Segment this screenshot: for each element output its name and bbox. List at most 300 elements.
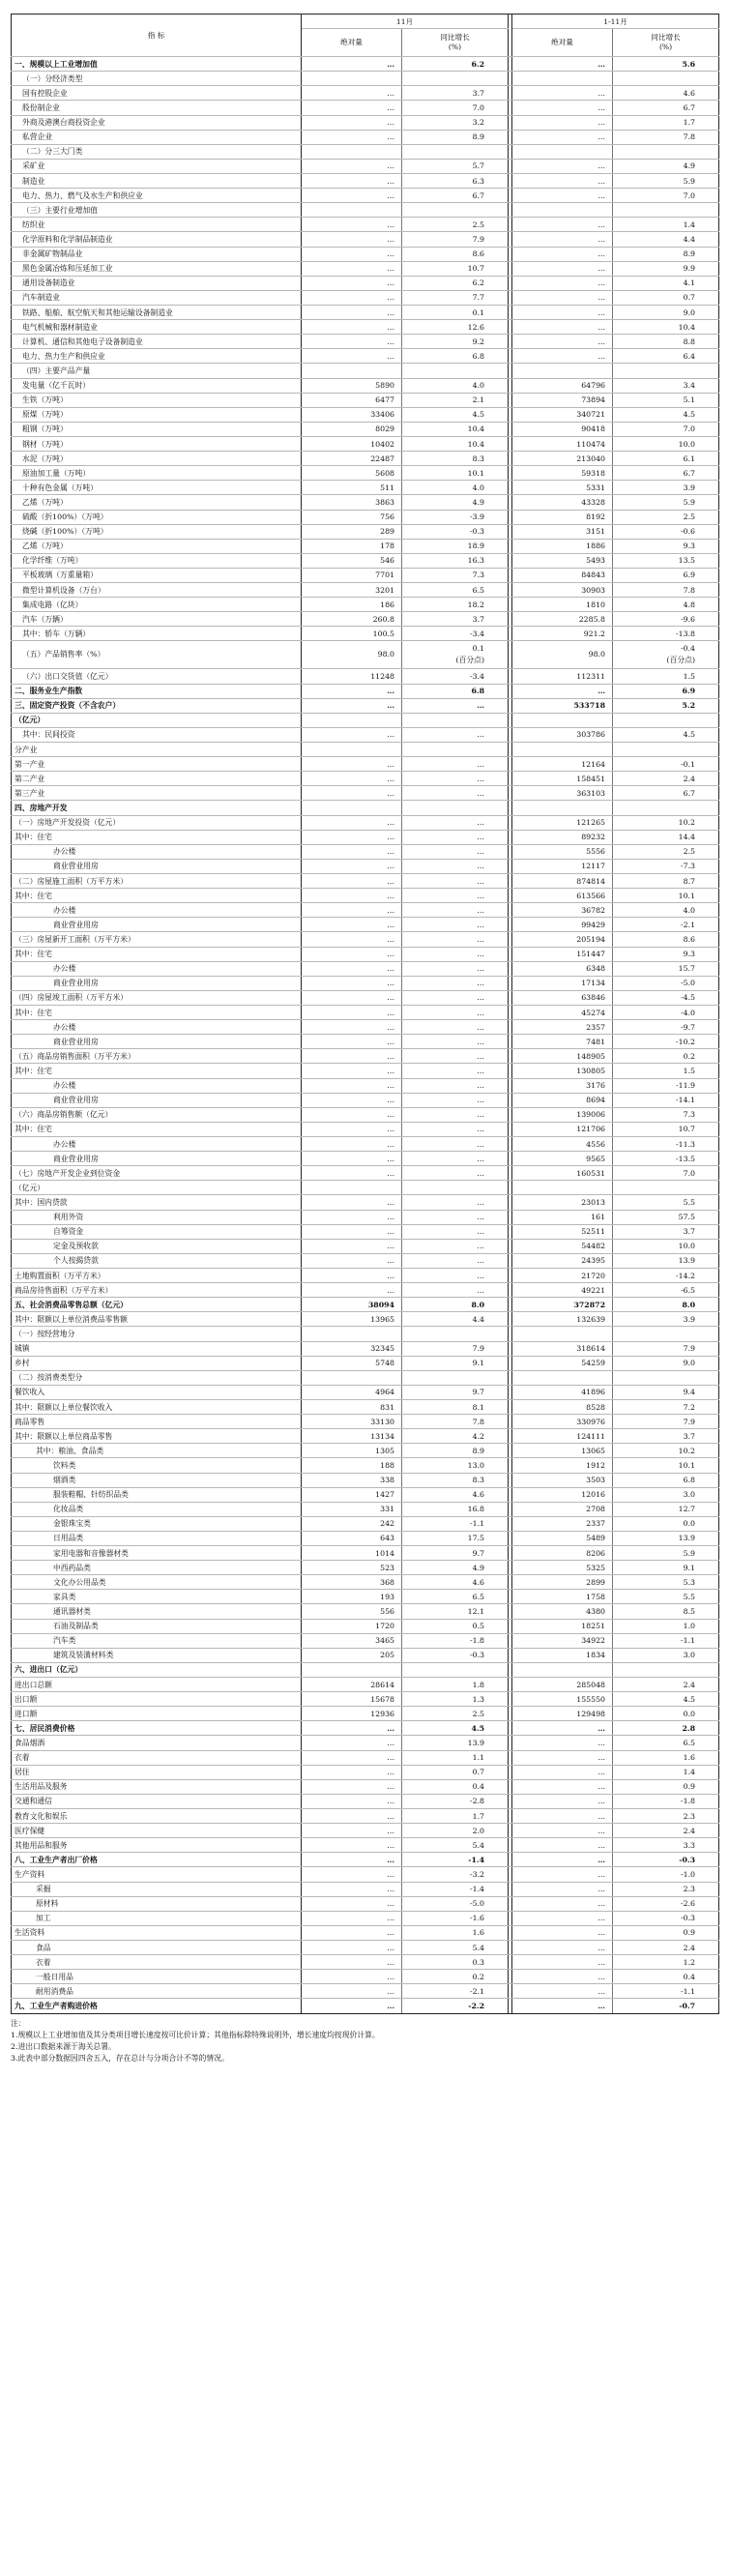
indicator-cell: 生产资料 [12, 1867, 302, 1882]
ytd-abs-cell: 17134 [512, 976, 613, 990]
indicator-cell: 交通和通信 [12, 1794, 302, 1808]
month-growth-cell [402, 1662, 509, 1677]
month-abs-cell: … [302, 976, 402, 990]
month-growth-cell: 13.0 [402, 1458, 509, 1473]
indicator-cell: 原材料 [12, 1896, 302, 1911]
month-growth-cell: -1.4 [402, 1882, 509, 1896]
ytd-growth-cell-value: -0.4 [680, 644, 696, 654]
ytd-abs-cell: 36782 [512, 903, 613, 918]
ytd-growth-cell: -14.1 [613, 1093, 719, 1107]
table-row [12, 1064, 719, 1078]
table-row [12, 1341, 719, 1356]
month-abs-cell: 260.8 [302, 612, 402, 627]
table-row [12, 1955, 719, 1970]
month-abs-cell: 186 [302, 598, 402, 612]
table-row [12, 1298, 719, 1312]
month-abs-cell: … [302, 1867, 402, 1882]
month-growth-cell: 8.9 [402, 130, 509, 144]
table-row [12, 1370, 719, 1385]
table-row [12, 1853, 719, 1867]
month-abs-cell: … [302, 1941, 402, 1955]
ytd-abs-cell: 5556 [512, 844, 613, 859]
month-abs-cell: … [302, 1078, 402, 1093]
ytd-abs-cell: 110474 [512, 436, 613, 451]
table-row [12, 203, 719, 218]
table-row [12, 859, 719, 873]
note-line: 1.规模以上工业增加值及其分类项目增长速度按可比价计算；其他指标除特殊说明外，增长速度均按现价计算。 [11, 2030, 380, 2039]
ytd-abs-cell: 2285.8 [512, 612, 613, 627]
month-growth-cell: 7.8 [402, 1415, 509, 1429]
month-abs-cell: 242 [302, 1516, 402, 1531]
ytd-growth-cell: 57.5 [613, 1210, 719, 1224]
month-abs-cell: 5890 [302, 378, 402, 393]
month-abs-cell: … [302, 218, 402, 232]
ytd-abs-cell: 158451 [512, 772, 613, 786]
indicator-cell: 食品烟酒 [12, 1736, 302, 1750]
month-abs-cell: … [302, 1970, 402, 1984]
month-growth-cell: … [402, 727, 509, 742]
ytd-abs-cell: 121706 [512, 1122, 613, 1136]
table-row [12, 1239, 719, 1253]
month-growth-cell: 6.8 [402, 349, 509, 364]
indicator-cell: （二）房屋施工面积（万平方米） [12, 874, 302, 889]
month-growth-cell: -2.2 [402, 1999, 509, 2013]
table-row [12, 743, 719, 757]
month-abs-cell: … [302, 698, 402, 713]
month-growth-header [402, 29, 509, 57]
month-growth-cell: 6.3 [402, 173, 509, 188]
table-row [12, 1882, 719, 1896]
month-abs-cell: … [302, 1794, 402, 1808]
table-row [12, 1750, 719, 1765]
ytd-growth-cell [613, 144, 719, 159]
ytd-abs-cell: … [512, 261, 613, 276]
month-growth-cell [402, 72, 509, 86]
month-abs-cell: 33406 [302, 407, 402, 422]
ytd-growth-cell [613, 743, 719, 757]
table-row [12, 130, 719, 144]
month-abs-cell: … [302, 86, 402, 101]
ytd-abs-cell: … [512, 1941, 613, 1955]
indicator-cell: （四）房屋竣工面积（万平方米） [12, 990, 302, 1005]
table-row [12, 1867, 719, 1882]
month-abs-cell: … [302, 786, 402, 801]
table-row [12, 261, 719, 276]
month-growth-cell: … [402, 1020, 509, 1035]
month-growth-cell: -0.3 [402, 524, 509, 539]
month-abs-cell: … [302, 1853, 402, 1867]
indicator-cell: 第一产业 [12, 757, 302, 772]
month-growth-cell: 9.1 [402, 1356, 509, 1370]
month-growth-cell: 6.5 [402, 1590, 509, 1604]
ytd-growth-cell: 6.7 [613, 101, 719, 115]
table-row [12, 1415, 719, 1429]
month-abs-cell [302, 801, 402, 815]
indicator-cell: 化妆品类 [12, 1502, 302, 1516]
table-row [12, 144, 719, 159]
indicator-cell: 进出口总额 [12, 1678, 302, 1692]
month-abs-cell: … [302, 1984, 402, 1999]
ytd-growth-cell: 8.6 [613, 932, 719, 947]
indicator-cell: （六）出口交货值（亿元） [12, 669, 302, 684]
ytd-abs-cell: … [512, 218, 613, 232]
ytd-growth-header [613, 29, 719, 57]
indicator-cell: 商业营业用房 [12, 976, 302, 990]
month-growth-cell: 7.9 [402, 232, 509, 247]
month-abs-cell: … [302, 1006, 402, 1020]
month-abs-cell: … [302, 276, 402, 290]
ytd-growth-cell: -4.0 [613, 1006, 719, 1020]
ytd-growth-cell: 2.4 [613, 1941, 719, 1955]
indicator-cell: 其他用品和服务 [12, 1838, 302, 1853]
indicator-cell: 土地购置面积（万平方米） [12, 1268, 302, 1282]
ytd-growth-cell: -11.3 [613, 1136, 719, 1151]
month-growth-cell: 8.0 [402, 1298, 509, 1312]
month-growth-cell: -5.0 [402, 1896, 509, 1911]
ytd-abs-cell: … [512, 247, 613, 261]
ytd-growth-cell-unit: (百分点) [666, 656, 696, 665]
month-growth-header-label: 同比增长 [440, 33, 470, 43]
table-row [12, 976, 719, 990]
indicator-cell: 耐用消费品 [12, 1984, 302, 1999]
ytd-abs-cell: 18251 [512, 1619, 613, 1633]
table-row [12, 247, 719, 261]
ytd-growth-cell: 5.6 [613, 57, 719, 72]
ytd-growth-cell: 4.8 [613, 598, 719, 612]
month-abs-cell [302, 743, 402, 757]
ytd-growth-cell: 9.9 [613, 261, 719, 276]
month-abs-cell [302, 203, 402, 218]
ytd-abs-cell: 318614 [512, 1341, 613, 1356]
ytd-growth-cell: 10.0 [613, 436, 719, 451]
indicator-cell: 乙烯（万吨） [12, 495, 302, 510]
indicator-cell: 其中：住宅 [12, 1006, 302, 1020]
table-row [12, 1136, 719, 1151]
table-row [12, 1546, 719, 1561]
indicator-cell: 烧碱（折100%）（万吨） [12, 524, 302, 539]
ytd-abs-cell: 5493 [512, 553, 613, 568]
indicator-cell: 汽车制造业 [12, 290, 302, 305]
ytd-growth-cell: -2.1 [613, 918, 719, 932]
ytd-growth-cell: 3.3 [613, 1838, 719, 1853]
month-growth-cell: 10.7 [402, 261, 509, 276]
ytd-growth-cell: 9.3 [613, 539, 719, 553]
indicator-cell: 服装鞋帽、针纺织品类 [12, 1487, 302, 1502]
table-row [12, 990, 719, 1005]
month-growth-cell: … [402, 698, 509, 713]
table-row [12, 627, 719, 641]
ytd-growth-cell: -13.8 [613, 627, 719, 641]
month-growth-cell: … [402, 903, 509, 918]
ytd-abs-cell: 129498 [512, 1707, 613, 1721]
indicator-cell: 水泥（万吨） [12, 452, 302, 466]
month-growth-cell: 0.5 [402, 1619, 509, 1633]
ytd-growth-cell: 1.5 [613, 1064, 719, 1078]
month-abs-cell: 15678 [302, 1692, 402, 1707]
month-abs-cell: … [302, 1809, 402, 1824]
ytd-abs-cell: 8528 [512, 1399, 613, 1414]
month-growth-cell: 16.3 [402, 553, 509, 568]
month-abs-cell: 5608 [302, 466, 402, 481]
month-growth-cell [402, 641, 509, 669]
table-row [12, 698, 719, 713]
month-growth-cell: 1.6 [402, 1925, 509, 1940]
header-row-periods [12, 15, 719, 29]
ytd-abs-cell: 3151 [512, 524, 613, 539]
indicator-cell: 二、服务业生产指数 [12, 684, 302, 698]
table-row [12, 583, 719, 598]
ytd-abs-cell [512, 144, 613, 159]
indicator-cell: 国有控股企业 [12, 86, 302, 101]
ytd-growth-cell: 9.1 [613, 1561, 719, 1575]
month-growth-cell-value: 0.1 [472, 644, 485, 654]
ytd-abs-cell: 155550 [512, 1692, 613, 1707]
indicator-cell: （三）房屋新开工面积（万平方米） [12, 932, 302, 947]
indicator-cell: 十种有色金属（万吨） [12, 481, 302, 495]
indicator-cell: 非金属矿物制品业 [12, 247, 302, 261]
indicator-cell: 其中：国内贷款 [12, 1195, 302, 1210]
month-abs-cell: 3863 [302, 495, 402, 510]
ytd-growth-cell: -9.6 [613, 612, 719, 627]
ytd-abs-cell: … [512, 1984, 613, 1999]
indicator-cell: 其中：住宅 [12, 1122, 302, 1136]
table-row [12, 349, 719, 364]
month-abs-cell: 368 [302, 1575, 402, 1590]
month-abs-cell: 338 [302, 1473, 402, 1487]
ytd-abs-cell: … [512, 1911, 613, 1925]
month-abs-cell: 178 [302, 539, 402, 553]
table-row [12, 1604, 719, 1619]
ytd-growth-cell: -2.6 [613, 1896, 719, 1911]
month-abs-cell: … [302, 335, 402, 349]
month-abs-cell: … [302, 830, 402, 844]
ytd-growth-cell: 8.0 [613, 1298, 719, 1312]
month-growth-cell: 0.4 [402, 1779, 509, 1794]
ytd-abs-cell: 151447 [512, 947, 613, 961]
ytd-growth-cell: 12.7 [613, 1502, 719, 1516]
month-growth-cell: 2.5 [402, 218, 509, 232]
indicator-cell: 私营企业 [12, 130, 302, 144]
table-row [12, 407, 719, 422]
ytd-abs-cell: … [512, 1779, 613, 1794]
ytd-abs-cell: … [512, 1736, 613, 1750]
month-growth-cell: 7.3 [402, 568, 509, 582]
month-abs-cell: … [302, 1122, 402, 1136]
indicator-cell: 第二产业 [12, 772, 302, 786]
ytd-abs-cell: … [512, 1925, 613, 1940]
ytd-abs-cell: 1834 [512, 1648, 613, 1662]
ytd-abs-cell: 533718 [512, 698, 613, 713]
month-growth-cell: 8.3 [402, 452, 509, 466]
ytd-growth-cell: -9.7 [613, 1020, 719, 1035]
indicator-cell: 电力、热力、燃气及水生产和供应业 [12, 189, 302, 203]
table-row [12, 320, 719, 335]
table-row [12, 1619, 719, 1633]
indicator-cell: 电力、热力生产和供应业 [12, 349, 302, 364]
month-abs-cell: 188 [302, 1458, 402, 1473]
month-growth-cell: 7.0 [402, 101, 509, 115]
ytd-abs-cell: … [512, 1765, 613, 1779]
ytd-abs-cell: … [512, 1970, 613, 1984]
indicator-cell: 六、进出口（亿元） [12, 1662, 302, 1677]
table-row [12, 1312, 719, 1327]
ytd-growth-cell: 1.4 [613, 1765, 719, 1779]
ytd-abs-cell: 45274 [512, 1006, 613, 1020]
ytd-abs-cell: 63846 [512, 990, 613, 1005]
table-row [12, 1794, 719, 1808]
month-abs-cell: … [302, 1064, 402, 1078]
table-row [12, 305, 719, 319]
month-growth-cell: … [402, 947, 509, 961]
indicator-cell: 汽车类 [12, 1633, 302, 1648]
month-header: 11月 [302, 15, 509, 29]
month-abs-cell: … [302, 1049, 402, 1064]
month-growth-cell: 4.5 [402, 1721, 509, 1736]
indicator-cell: 其中：限额以上单位餐饮收入 [12, 1399, 302, 1414]
table-row [12, 1327, 719, 1341]
month-growth-cell [402, 1181, 509, 1195]
month-abs-cell: 289 [302, 524, 402, 539]
indicator-cell: 外商及港澳台商投资企业 [12, 115, 302, 130]
month-growth-cell: … [402, 1122, 509, 1136]
month-abs-cell: … [302, 1736, 402, 1750]
ytd-growth-cell: 5.9 [613, 173, 719, 188]
ytd-growth-cell: 3.7 [613, 1429, 719, 1444]
indicator-cell: 纺织业 [12, 218, 302, 232]
indicator-cell: 进口额 [12, 1707, 302, 1721]
table-row [12, 1195, 719, 1210]
table-row [12, 1984, 719, 1999]
ytd-growth-cell: -0.3 [613, 1853, 719, 1867]
table-row [12, 1970, 719, 1984]
notes-title: 注： [11, 2018, 26, 2028]
ytd-abs-cell: 1758 [512, 1590, 613, 1604]
ytd-abs-cell: 90418 [512, 422, 613, 436]
month-growth-cell: 6.5 [402, 583, 509, 598]
table-row [12, 1692, 719, 1707]
indicator-cell: 铁路、船舶、航空航天和其他运输设备制造业 [12, 305, 302, 319]
ytd-growth-cell: 5.2 [613, 698, 719, 713]
ytd-abs-cell: 8192 [512, 510, 613, 524]
table-row [12, 641, 719, 669]
ytd-abs-cell: … [512, 290, 613, 305]
ytd-growth-cell: 2.4 [613, 772, 719, 786]
month-growth-cell: 6.7 [402, 189, 509, 203]
ytd-growth-cell: 2.3 [613, 1809, 719, 1824]
indicator-cell: （一）按经营地分 [12, 1327, 302, 1341]
indicator-cell: 其中：住宅 [12, 830, 302, 844]
table-row [12, 1020, 719, 1035]
ytd-growth-cell [613, 72, 719, 86]
ytd-abs-cell: 12117 [512, 859, 613, 873]
month-abs-cell: … [302, 903, 402, 918]
ytd-growth-cell: 5.3 [613, 1575, 719, 1590]
month-abs-cell: 1014 [302, 1546, 402, 1561]
ytd-growth-cell: 7.0 [613, 422, 719, 436]
month-growth-cell: 4.2 [402, 1429, 509, 1444]
month-abs-cell: 13134 [302, 1429, 402, 1444]
indicator-cell: 衣着 [12, 1955, 302, 1970]
table-row [12, 918, 719, 932]
table-row [12, 1356, 719, 1370]
ytd-growth-cell: 5.9 [613, 495, 719, 510]
ytd-abs-cell: 2337 [512, 1516, 613, 1531]
month-abs-cell: 511 [302, 481, 402, 495]
ytd-abs-cell [512, 364, 613, 378]
ytd-abs-cell: 43328 [512, 495, 613, 510]
ytd-abs-cell: … [512, 173, 613, 188]
month-abs-cell [302, 713, 402, 727]
ytd-abs-cell: 59318 [512, 466, 613, 481]
ytd-growth-cell: 7.0 [613, 1166, 719, 1181]
note-line: 2.进出口数据来源于海关总署。 [11, 2041, 116, 2051]
month-growth-cell: -0.3 [402, 1648, 509, 1662]
ytd-growth-cell: 5.9 [613, 1546, 719, 1561]
ytd-growth-cell: 3.9 [613, 481, 719, 495]
table-row [12, 86, 719, 101]
indicator-cell: 饮料类 [12, 1458, 302, 1473]
month-growth-cell: 1.7 [402, 1809, 509, 1824]
month-growth-cell: 4.9 [402, 495, 509, 510]
month-abs-cell: 523 [302, 1561, 402, 1575]
month-abs-cell [302, 144, 402, 159]
month-abs-cell: 1305 [302, 1444, 402, 1458]
table-row [12, 1399, 719, 1414]
indicator-cell: （一）房地产开发投资（亿元） [12, 815, 302, 830]
notes [11, 2018, 718, 2065]
ytd-growth-cell: 10.0 [613, 1239, 719, 1253]
month-growth-cell: 13.9 [402, 1736, 509, 1750]
month-abs-cell: … [302, 320, 402, 335]
ytd-abs-cell: 52511 [512, 1224, 613, 1239]
indicator-header: 指 标 [12, 15, 302, 57]
ytd-abs-cell: 9565 [512, 1152, 613, 1166]
ytd-growth-cell: 4.1 [613, 276, 719, 290]
month-abs-cell: … [302, 1911, 402, 1925]
indicator-cell: （七）房地产开发企业到位资金 [12, 1166, 302, 1181]
month-abs-cell: … [302, 1882, 402, 1896]
month-growth-cell: 0.3 [402, 1955, 509, 1970]
month-abs-cell: 556 [302, 1604, 402, 1619]
ytd-growth-cell: 0.2 [613, 1049, 719, 1064]
ytd-abs-cell: 89232 [512, 830, 613, 844]
ytd-abs-header: 绝对量 [512, 29, 613, 57]
indicator-cell: （二）按消费类型分 [12, 1370, 302, 1385]
month-abs-cell: … [302, 1020, 402, 1035]
ytd-abs-cell: 54482 [512, 1239, 613, 1253]
ytd-abs-cell: 24395 [512, 1253, 613, 1268]
month-abs-cell: … [302, 844, 402, 859]
month-abs-cell: … [302, 290, 402, 305]
month-growth-cell: … [402, 1152, 509, 1166]
month-abs-cell: 33130 [302, 1415, 402, 1429]
indicator-cell: 办公楼 [12, 903, 302, 918]
ytd-growth-cell: 6.9 [613, 568, 719, 582]
ytd-growth-cell: -0.7 [613, 1999, 719, 2013]
month-abs-cell: 28614 [302, 1678, 402, 1692]
indicator-cell: 自筹资金 [12, 1224, 302, 1239]
table-row [12, 947, 719, 961]
indicator-cell: 通用设备制造业 [12, 276, 302, 290]
indicator-cell: 粗钢（万吨） [12, 422, 302, 436]
ytd-growth-cell: 9.3 [613, 947, 719, 961]
ytd-abs-cell: … [512, 1721, 613, 1736]
ytd-growth-cell: 2.8 [613, 1721, 719, 1736]
ytd-growth-cell: 7.2 [613, 1399, 719, 1414]
ytd-abs-cell: … [512, 305, 613, 319]
month-growth-cell: -3.4 [402, 627, 509, 641]
ytd-abs-cell: 8694 [512, 1093, 613, 1107]
